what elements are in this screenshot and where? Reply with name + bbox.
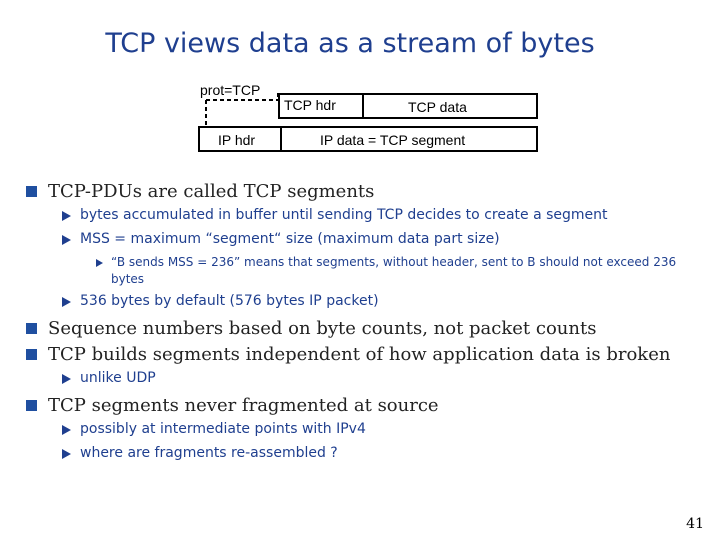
page-number: 41 xyxy=(686,516,704,532)
sub-bullet-icon xyxy=(62,297,71,307)
bullet-4-sub-1: possibly at intermediate points with IPv4 xyxy=(80,421,366,437)
bullet-square-icon xyxy=(26,400,37,411)
ip-data-label: IP data = TCP segment xyxy=(320,132,466,148)
slide-title: TCP views data as a stream of bytes xyxy=(105,28,595,59)
bullet-3: TCP builds segments independent of how application data is broken xyxy=(48,344,671,365)
sub-bullet-icon xyxy=(62,449,71,459)
bullet-4-sub-2: where are fragments re-assembled ? xyxy=(80,445,338,461)
sub-bullet-icon xyxy=(62,374,71,384)
tcp-data-label: TCP data xyxy=(408,99,467,115)
sub-bullet-icon xyxy=(62,235,71,245)
sub-bullet-icon xyxy=(62,211,71,221)
bullet-square-icon xyxy=(26,186,37,197)
bullet-square-icon xyxy=(26,323,37,334)
bullet-3-sub-1: unlike UDP xyxy=(80,370,156,386)
ip-hdr-label: IP hdr xyxy=(218,132,256,148)
bullet-1: TCP-PDUs are called TCP segments xyxy=(48,181,375,202)
bullet-1-sub-3: 536 bytes by default (576 bytes IP packet) xyxy=(80,293,379,309)
bullet-1-subsub-1: “B sends MSS = 236” means that segments, without header, sent to B should not exceed 236 bytes xyxy=(111,255,677,286)
prot-label: prot=TCP xyxy=(200,82,261,98)
tcp-hdr-label: TCP hdr xyxy=(284,97,336,113)
sub-bullet-icon xyxy=(62,425,71,435)
bullet-2: Sequence numbers based on byte counts, not packet counts xyxy=(48,318,597,339)
bullet-1-sub-2: MSS = maximum “segment“ size (maximum data part size) xyxy=(80,231,500,247)
bullet-4: TCP segments never fragmented at source xyxy=(48,395,439,416)
subsub-bullet-icon xyxy=(96,259,103,267)
bullet-square-icon xyxy=(26,349,37,360)
bullet-1-sub-1: bytes accumulated in buffer until sending TCP decides to create a segment xyxy=(80,207,608,223)
